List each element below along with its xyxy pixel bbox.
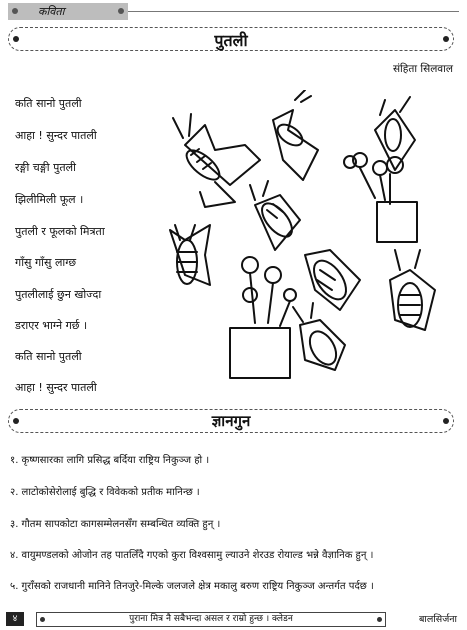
fact-item: ४. वायुमण्डलको ओजोन तह पातलिँदै गएको कुरा विश्वसामु ल्याउने शेरउड रोयाल्ड भन्ने वैज्ञानिक हुन् । [10, 550, 374, 561]
poem-author: संहिता सिलवाल [392, 63, 453, 75]
fact-item: १. कृष्णसारका लागि प्रसिद्ध बर्दिया राष्ट्रिय निकुञ्ज हो । [10, 455, 210, 466]
butterfly-flower-drawing [155, 90, 453, 390]
poem-line: पुतलीलाई छुन खोज्दा [15, 288, 102, 301]
header-rule [128, 11, 459, 12]
tab-dot-right [118, 8, 124, 14]
bullet-icon [377, 617, 382, 622]
footer-quote-box [36, 612, 386, 627]
knowledge-title: ज्ञानगुन [211, 412, 251, 430]
poem-line: गाँसु गाँसु लाग्छ [15, 256, 77, 269]
fact-item: ५. गुराँसको राजधानी मानिने तिनजुरे-मिल्के जलजले क्षेत्र मकालु बरुण राष्ट्रिय निकुञ्ज अन्तर्गत पर्दछ । [10, 581, 374, 592]
page-footer [6, 612, 461, 627]
poem-line: कति सानो पुतली [15, 97, 82, 110]
section-label: कविता [38, 5, 65, 18]
page-number: ४ [6, 612, 24, 626]
poem-line: आहा ! सुन्दर पातली [15, 381, 97, 394]
poem-line: आहा ! सुन्दर पातली [15, 129, 97, 142]
magazine-name: बालसिर्जना [419, 614, 457, 625]
bullet-icon [40, 617, 45, 622]
poem-title: पुतली [214, 31, 248, 50]
fact-item: ३. गौतम सापकोटा कागसम्मेलनसँग सम्बन्धित व्यक्ति हुन् । [10, 519, 221, 530]
poem-line: कति सानो पुतली [15, 350, 82, 363]
poem-line: झिलीमिली फूल । [15, 193, 84, 206]
fact-item: २. लाटोकोसेरोलाई बुद्धि र विवेकको प्रतीक मानिन्छ । [10, 487, 200, 498]
poem-line: पुतली र फूलको मित्रता [15, 225, 105, 238]
poem-line: डराएर भाग्ने गर्छ । [15, 319, 88, 332]
tab-dot-left [12, 8, 18, 14]
footer-quote: पुराना मित्र नै सबैभन्दा असल र राम्रो हुन्छ । क्लेडन [129, 614, 293, 624]
poem-title-box [8, 27, 454, 51]
bullet-icon [443, 36, 449, 42]
section-tab [8, 3, 128, 20]
poem-line: रङ्गी चङ्गी पुतली [15, 161, 76, 174]
knowledge-title-box [8, 409, 454, 433]
bullet-icon [443, 418, 449, 424]
